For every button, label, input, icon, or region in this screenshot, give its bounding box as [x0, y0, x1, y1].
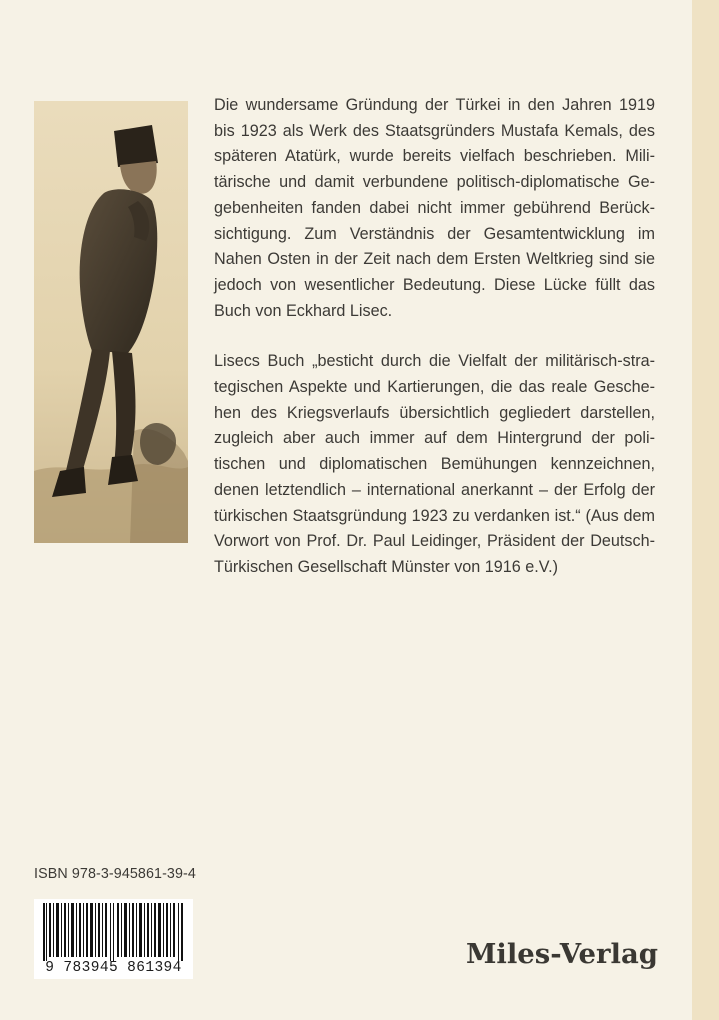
- isbn-barcode: [34, 899, 193, 979]
- back-cover-text: [214, 93, 655, 581]
- description-paragraph: Die wundersame Gründung der Türkei in den Jahren 1919 bis 1923 als Werk des Staatsgründers Mustafa Kemals, des späteren Atatürk, wurde bereits vielfach beschrieben. Militärische und damit verbundene politisch-diplomatische Gegebenheiten fanden dabei nicht immer gebührend Berücksichtigung. Zum Verständnis der Gesamtentwicklung im Nahen Osten in der Zeit nach dem Ersten Weltkrieg sind sie jedoch von wesentlicher Bedeutung. Diese Lücke füllt das Buch von Eckhard Lisec.: [214, 96, 655, 320]
- book-spine-strip: [692, 0, 719, 1020]
- barcode-digits: 9 783945 861394: [45, 960, 182, 976]
- publisher-logo-text: Miles-Verlag: [465, 938, 658, 970]
- quote-paragraph: Lisecs Buch „besticht durch die Vielfalt der militärisch-strategischen Aspekte und Kartierungen, die das reale Geschehen des Kriegsverlaufs übersichtlich gegliedert darstellen, zugleich aber auch immer auf dem Hintergrund der politischen und diplomatischen Bemühungen kennzeichnen, denen letztendlich – international anerkannt – der Erfolg der türkischen Staatsgründung 1923 zu verdanken ist.“ (Aus dem Vorwort von Prof. Dr. Paul Leidinger, Präsident der Deutsch-Türkischen Gesellschaft Münster von 1916 e.V.): [214, 352, 655, 576]
- barcode-bars: [34, 903, 193, 961]
- historical-photo-figure: [34, 101, 188, 543]
- photo-illustration: [34, 101, 188, 543]
- isbn-label: ISBN 978-3-945861-39-4: [34, 866, 196, 882]
